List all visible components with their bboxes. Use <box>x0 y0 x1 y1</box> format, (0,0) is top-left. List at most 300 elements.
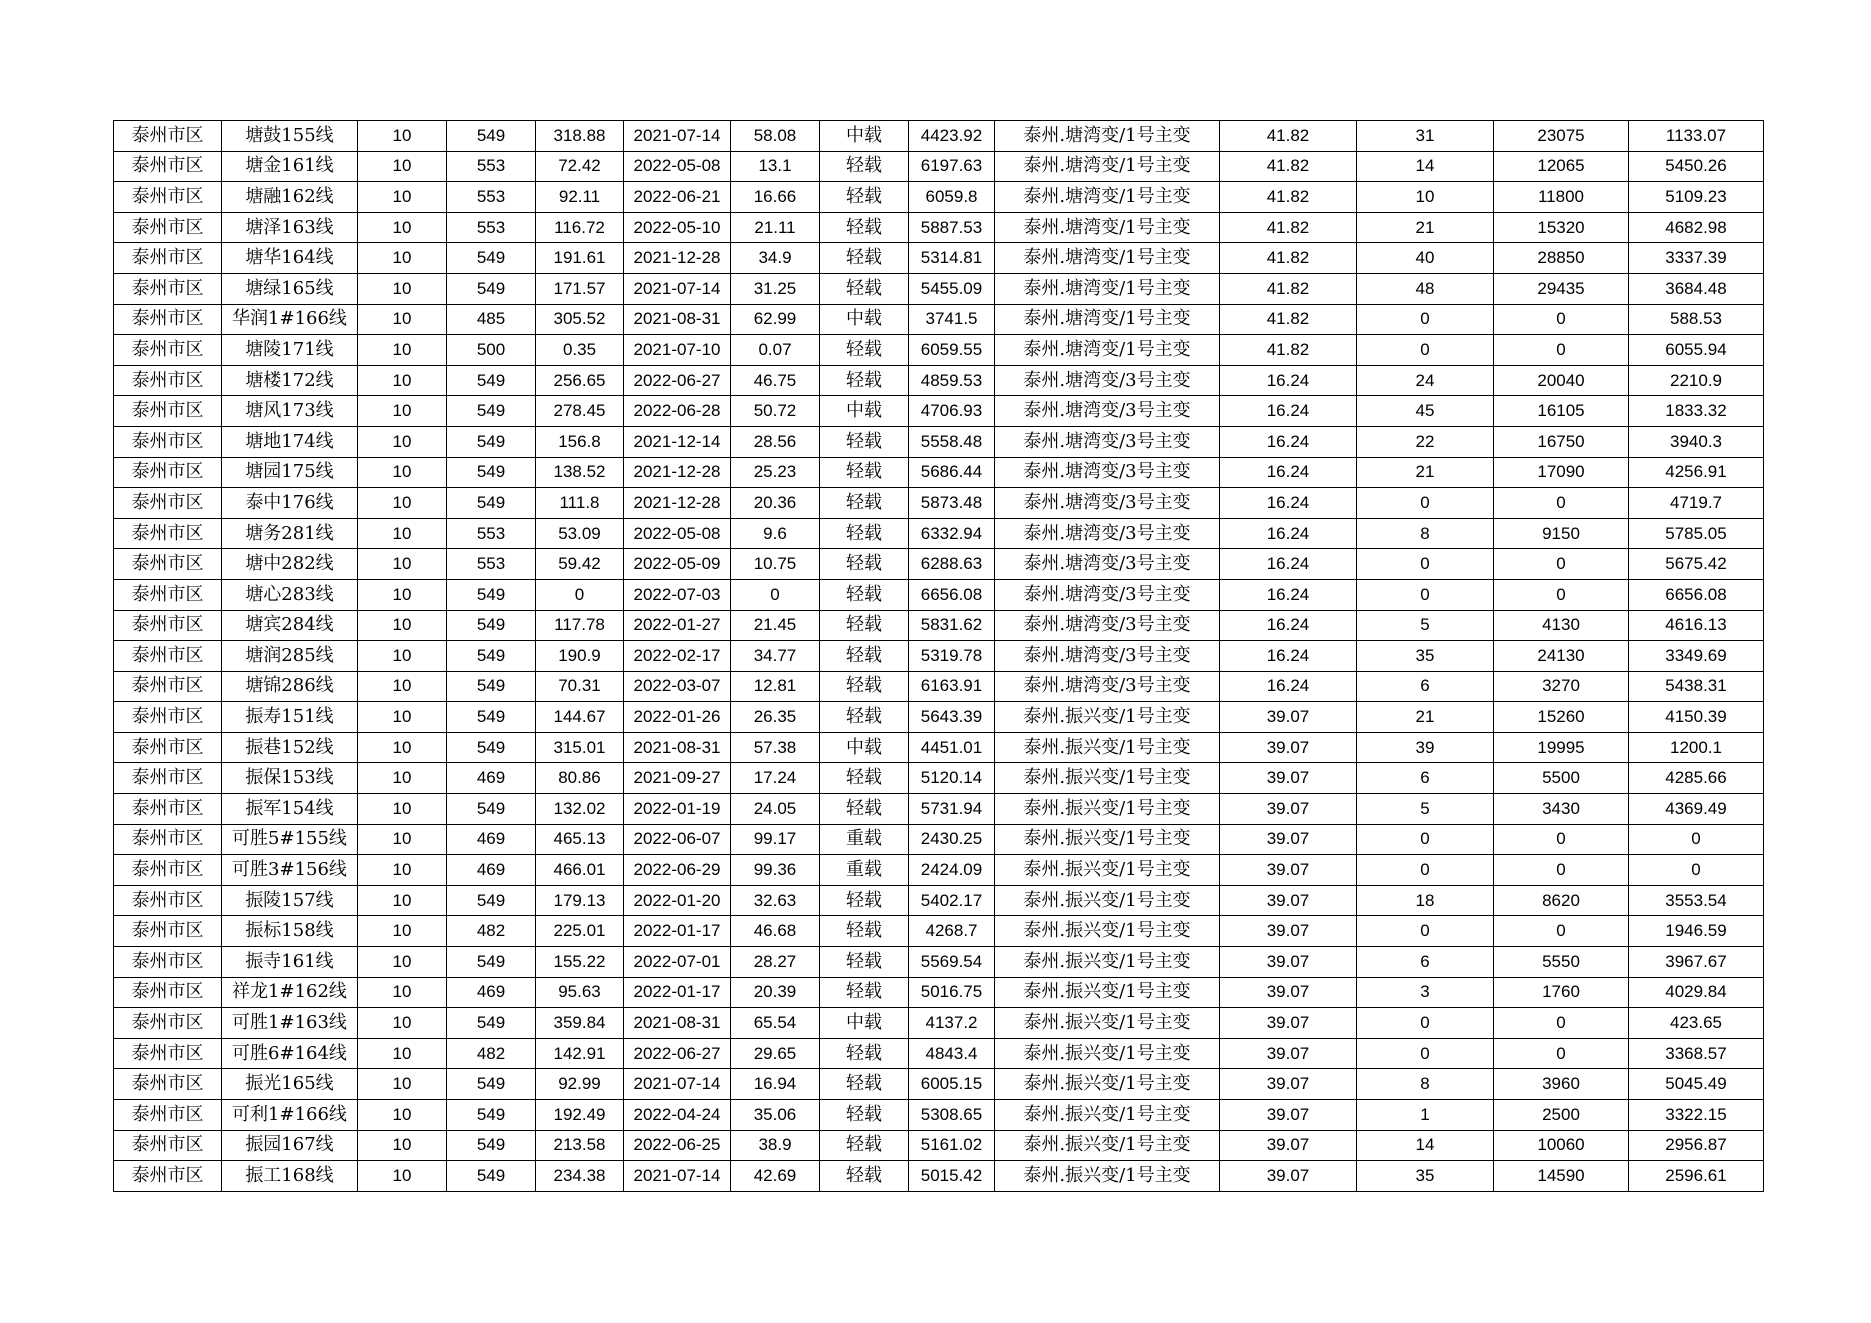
customer-count-cell: 8 <box>1357 518 1494 549</box>
rated-capacity-cell: 549 <box>447 1161 536 1192</box>
rated-capacity-cell: 549 <box>447 457 536 488</box>
table-row <box>114 304 1764 335</box>
spare-capacity-cell: 5887.53 <box>909 212 995 243</box>
rated-capacity-cell: 549 <box>447 243 536 274</box>
rated-capacity-cell: 549 <box>447 671 536 702</box>
load-rate-cell: 28.27 <box>731 947 820 978</box>
transformer-cell: 泰州.塘湾变/3号主变 <box>995 457 1220 488</box>
region-cell: 泰州市区 <box>114 182 222 213</box>
peak-date-cell: 2022-01-27 <box>624 610 731 641</box>
available-capacity-cell: 3684.48 <box>1629 273 1764 304</box>
transformer-load-rate-cell: 16.24 <box>1220 426 1357 457</box>
transformer-cell: 泰州.振兴变/1号主变 <box>995 1069 1220 1100</box>
customer-count-cell: 1 <box>1357 1100 1494 1131</box>
region-cell: 泰州市区 <box>114 1161 222 1192</box>
load-level-cell: 重载 <box>820 824 909 855</box>
load-level-cell: 轻载 <box>820 671 909 702</box>
max-load-cell: 359.84 <box>536 1008 624 1039</box>
rated-capacity-cell: 549 <box>447 488 536 519</box>
transformer-load-rate-cell: 39.07 <box>1220 855 1357 886</box>
installed-capacity-cell: 3270 <box>1494 671 1629 702</box>
installed-capacity-cell: 0 <box>1494 579 1629 610</box>
rated-capacity-cell: 549 <box>447 426 536 457</box>
spare-capacity-cell: 5873.48 <box>909 488 995 519</box>
load-rate-cell: 21.11 <box>731 212 820 243</box>
max-load-cell: 190.9 <box>536 641 624 672</box>
peak-date-cell: 2021-07-10 <box>624 335 731 366</box>
transformer-load-rate-cell: 41.82 <box>1220 212 1357 243</box>
max-load-cell: 278.45 <box>536 396 624 427</box>
available-capacity-cell: 5438.31 <box>1629 671 1764 702</box>
customer-count-cell: 48 <box>1357 273 1494 304</box>
max-load-cell: 171.57 <box>536 273 624 304</box>
load-level-cell: 轻载 <box>820 885 909 916</box>
rated-capacity-cell: 482 <box>447 916 536 947</box>
region-cell: 泰州市区 <box>114 457 222 488</box>
table-row <box>114 579 1764 610</box>
region-cell: 泰州市区 <box>114 1069 222 1100</box>
rated-capacity-cell: 553 <box>447 212 536 243</box>
available-capacity-cell: 3322.15 <box>1629 1100 1764 1131</box>
max-load-cell: 80.86 <box>536 763 624 794</box>
max-load-cell: 305.52 <box>536 304 624 335</box>
transformer-load-rate-cell: 16.24 <box>1220 457 1357 488</box>
load-rate-cell: 21.45 <box>731 610 820 641</box>
line-load-table <box>113 120 1764 1192</box>
region-cell: 泰州市区 <box>114 610 222 641</box>
transformer-load-rate-cell: 39.07 <box>1220 794 1357 825</box>
region-cell: 泰州市区 <box>114 1008 222 1039</box>
available-capacity-cell: 4285.66 <box>1629 763 1764 794</box>
spare-capacity-cell: 2424.09 <box>909 855 995 886</box>
transformer-cell: 泰州.塘湾变/3号主变 <box>995 426 1220 457</box>
peak-date-cell: 2022-05-09 <box>624 549 731 580</box>
load-rate-cell: 29.65 <box>731 1038 820 1069</box>
region-cell: 泰州市区 <box>114 549 222 580</box>
transformer-load-rate-cell: 39.07 <box>1220 732 1357 763</box>
rated-capacity-cell: 549 <box>447 396 536 427</box>
transformer-cell: 泰州.塘湾变/3号主变 <box>995 365 1220 396</box>
installed-capacity-cell: 3960 <box>1494 1069 1629 1100</box>
peak-date-cell: 2022-07-01 <box>624 947 731 978</box>
load-rate-cell: 20.36 <box>731 488 820 519</box>
spare-capacity-cell: 6005.15 <box>909 1069 995 1100</box>
load-level-cell: 轻载 <box>820 1130 909 1161</box>
transformer-cell: 泰州.塘湾变/1号主变 <box>995 304 1220 335</box>
installed-capacity-cell: 15260 <box>1494 702 1629 733</box>
load-rate-cell: 57.38 <box>731 732 820 763</box>
max-load-cell: 95.63 <box>536 977 624 1008</box>
transformer-load-rate-cell: 39.07 <box>1220 702 1357 733</box>
voltage-cell: 10 <box>358 1100 447 1131</box>
region-cell: 泰州市区 <box>114 855 222 886</box>
spare-capacity-cell: 4451.01 <box>909 732 995 763</box>
region-cell: 泰州市区 <box>114 763 222 794</box>
load-rate-cell: 17.24 <box>731 763 820 794</box>
table-body <box>114 121 1764 1192</box>
rated-capacity-cell: 485 <box>447 304 536 335</box>
transformer-cell: 泰州.塘湾变/3号主变 <box>995 579 1220 610</box>
line-name-cell: 泰中176线 <box>222 488 358 519</box>
transformer-cell: 泰州.振兴变/1号主变 <box>995 947 1220 978</box>
spare-capacity-cell: 6656.08 <box>909 579 995 610</box>
rated-capacity-cell: 549 <box>447 641 536 672</box>
installed-capacity-cell: 0 <box>1494 855 1629 886</box>
spare-capacity-cell: 5308.65 <box>909 1100 995 1131</box>
available-capacity-cell: 1833.32 <box>1629 396 1764 427</box>
voltage-cell: 10 <box>358 610 447 641</box>
available-capacity-cell: 3349.69 <box>1629 641 1764 672</box>
load-level-cell: 轻载 <box>820 610 909 641</box>
load-rate-cell: 26.35 <box>731 702 820 733</box>
table-row <box>114 1130 1764 1161</box>
max-load-cell: 138.52 <box>536 457 624 488</box>
region-cell: 泰州市区 <box>114 243 222 274</box>
available-capacity-cell: 3553.54 <box>1629 885 1764 916</box>
peak-date-cell: 2022-06-07 <box>624 824 731 855</box>
transformer-cell: 泰州.振兴变/1号主变 <box>995 763 1220 794</box>
peak-date-cell: 2022-06-27 <box>624 365 731 396</box>
voltage-cell: 10 <box>358 794 447 825</box>
load-level-cell: 中载 <box>820 732 909 763</box>
customer-count-cell: 6 <box>1357 763 1494 794</box>
max-load-cell: 70.31 <box>536 671 624 702</box>
line-name-cell: 塘地174线 <box>222 426 358 457</box>
rated-capacity-cell: 549 <box>447 579 536 610</box>
line-name-cell: 塘锦286线 <box>222 671 358 702</box>
load-rate-cell: 38.9 <box>731 1130 820 1161</box>
spare-capacity-cell: 6163.91 <box>909 671 995 702</box>
region-cell: 泰州市区 <box>114 794 222 825</box>
table-row <box>114 151 1764 182</box>
table-row <box>114 488 1764 519</box>
customer-count-cell: 21 <box>1357 702 1494 733</box>
max-load-cell: 53.09 <box>536 518 624 549</box>
transformer-cell: 泰州.振兴变/1号主变 <box>995 1130 1220 1161</box>
customer-count-cell: 14 <box>1357 151 1494 182</box>
spare-capacity-cell: 5831.62 <box>909 610 995 641</box>
rated-capacity-cell: 549 <box>447 947 536 978</box>
transformer-cell: 泰州.塘湾变/3号主变 <box>995 488 1220 519</box>
peak-date-cell: 2022-06-27 <box>624 1038 731 1069</box>
peak-date-cell: 2022-05-08 <box>624 518 731 549</box>
spare-capacity-cell: 5643.39 <box>909 702 995 733</box>
peak-date-cell: 2022-05-10 <box>624 212 731 243</box>
table-row <box>114 335 1764 366</box>
rated-capacity-cell: 549 <box>447 1008 536 1039</box>
transformer-cell: 泰州.塘湾变/1号主变 <box>995 273 1220 304</box>
load-rate-cell: 35.06 <box>731 1100 820 1131</box>
max-load-cell: 59.42 <box>536 549 624 580</box>
installed-capacity-cell: 0 <box>1494 824 1629 855</box>
customer-count-cell: 0 <box>1357 549 1494 580</box>
load-level-cell: 轻载 <box>820 457 909 488</box>
available-capacity-cell: 5785.05 <box>1629 518 1764 549</box>
line-name-cell: 可利1#166线 <box>222 1100 358 1131</box>
max-load-cell: 117.78 <box>536 610 624 641</box>
load-level-cell: 中载 <box>820 121 909 152</box>
customer-count-cell: 0 <box>1357 855 1494 886</box>
installed-capacity-cell: 15320 <box>1494 212 1629 243</box>
region-cell: 泰州市区 <box>114 151 222 182</box>
installed-capacity-cell: 8620 <box>1494 885 1629 916</box>
load-rate-cell: 28.56 <box>731 426 820 457</box>
voltage-cell: 10 <box>358 855 447 886</box>
transformer-load-rate-cell: 39.07 <box>1220 1008 1357 1039</box>
load-level-cell: 轻载 <box>820 426 909 457</box>
load-rate-cell: 20.39 <box>731 977 820 1008</box>
region-cell: 泰州市区 <box>114 579 222 610</box>
table-row <box>114 977 1764 1008</box>
max-load-cell: 155.22 <box>536 947 624 978</box>
spare-capacity-cell: 5558.48 <box>909 426 995 457</box>
load-level-cell: 轻载 <box>820 1069 909 1100</box>
line-name-cell: 塘宾284线 <box>222 610 358 641</box>
max-load-cell: 0.35 <box>536 335 624 366</box>
region-cell: 泰州市区 <box>114 304 222 335</box>
region-cell: 泰州市区 <box>114 426 222 457</box>
transformer-cell: 泰州.塘湾变/1号主变 <box>995 212 1220 243</box>
load-rate-cell: 12.81 <box>731 671 820 702</box>
customer-count-cell: 35 <box>1357 641 1494 672</box>
transformer-load-rate-cell: 41.82 <box>1220 121 1357 152</box>
voltage-cell: 10 <box>358 1038 447 1069</box>
region-cell: 泰州市区 <box>114 1130 222 1161</box>
spare-capacity-cell: 5319.78 <box>909 641 995 672</box>
voltage-cell: 10 <box>358 1130 447 1161</box>
load-rate-cell: 99.17 <box>731 824 820 855</box>
load-rate-cell: 10.75 <box>731 549 820 580</box>
peak-date-cell: 2022-04-24 <box>624 1100 731 1131</box>
rated-capacity-cell: 500 <box>447 335 536 366</box>
peak-date-cell: 2022-06-29 <box>624 855 731 886</box>
load-rate-cell: 62.99 <box>731 304 820 335</box>
installed-capacity-cell: 11800 <box>1494 182 1629 213</box>
table-row <box>114 855 1764 886</box>
line-name-cell: 振巷152线 <box>222 732 358 763</box>
table-row <box>114 1161 1764 1192</box>
spare-capacity-cell: 2430.25 <box>909 824 995 855</box>
max-load-cell: 156.8 <box>536 426 624 457</box>
region-cell: 泰州市区 <box>114 824 222 855</box>
max-load-cell: 466.01 <box>536 855 624 886</box>
installed-capacity-cell: 16750 <box>1494 426 1629 457</box>
table-row <box>114 518 1764 549</box>
load-rate-cell: 25.23 <box>731 457 820 488</box>
load-level-cell: 轻载 <box>820 182 909 213</box>
transformer-load-rate-cell: 39.07 <box>1220 1130 1357 1161</box>
spare-capacity-cell: 5314.81 <box>909 243 995 274</box>
customer-count-cell: 0 <box>1357 335 1494 366</box>
rated-capacity-cell: 469 <box>447 763 536 794</box>
line-name-cell: 可胜6#164线 <box>222 1038 358 1069</box>
transformer-load-rate-cell: 39.07 <box>1220 1038 1357 1069</box>
voltage-cell: 10 <box>358 579 447 610</box>
available-capacity-cell: 3967.67 <box>1629 947 1764 978</box>
transformer-cell: 泰州.塘湾变/1号主变 <box>995 121 1220 152</box>
max-load-cell: 315.01 <box>536 732 624 763</box>
available-capacity-cell: 0 <box>1629 855 1764 886</box>
rated-capacity-cell: 553 <box>447 549 536 580</box>
installed-capacity-cell: 28850 <box>1494 243 1629 274</box>
voltage-cell: 10 <box>358 365 447 396</box>
table-row <box>114 763 1764 794</box>
line-name-cell: 华润1#166线 <box>222 304 358 335</box>
installed-capacity-cell: 5550 <box>1494 947 1629 978</box>
max-load-cell: 116.72 <box>536 212 624 243</box>
transformer-cell: 泰州.振兴变/1号主变 <box>995 702 1220 733</box>
spare-capacity-cell: 5731.94 <box>909 794 995 825</box>
line-name-cell: 可胜3#156线 <box>222 855 358 886</box>
load-level-cell: 中载 <box>820 304 909 335</box>
region-cell: 泰州市区 <box>114 885 222 916</box>
installed-capacity-cell: 0 <box>1494 549 1629 580</box>
region-cell: 泰州市区 <box>114 396 222 427</box>
peak-date-cell: 2021-07-14 <box>624 273 731 304</box>
voltage-cell: 10 <box>358 426 447 457</box>
line-name-cell: 塘风173线 <box>222 396 358 427</box>
load-level-cell: 轻载 <box>820 151 909 182</box>
max-load-cell: 179.13 <box>536 885 624 916</box>
spare-capacity-cell: 5686.44 <box>909 457 995 488</box>
spare-capacity-cell: 6288.63 <box>909 549 995 580</box>
transformer-load-rate-cell: 39.07 <box>1220 824 1357 855</box>
table-row <box>114 212 1764 243</box>
installed-capacity-cell: 5500 <box>1494 763 1629 794</box>
transformer-load-rate-cell: 16.24 <box>1220 549 1357 580</box>
region-cell: 泰州市区 <box>114 121 222 152</box>
load-level-cell: 轻载 <box>820 488 909 519</box>
available-capacity-cell: 4369.49 <box>1629 794 1764 825</box>
peak-date-cell: 2021-07-14 <box>624 1069 731 1100</box>
voltage-cell: 10 <box>358 273 447 304</box>
transformer-cell: 泰州.塘湾变/3号主变 <box>995 641 1220 672</box>
installed-capacity-cell: 0 <box>1494 1008 1629 1039</box>
line-name-cell: 塘楼172线 <box>222 365 358 396</box>
load-rate-cell: 16.94 <box>731 1069 820 1100</box>
rated-capacity-cell: 549 <box>447 121 536 152</box>
voltage-cell: 10 <box>358 121 447 152</box>
region-cell: 泰州市区 <box>114 732 222 763</box>
line-name-cell: 塘务281线 <box>222 518 358 549</box>
table-row <box>114 794 1764 825</box>
load-rate-cell: 0.07 <box>731 335 820 366</box>
available-capacity-cell: 2210.9 <box>1629 365 1764 396</box>
max-load-cell: 72.42 <box>536 151 624 182</box>
rated-capacity-cell: 549 <box>447 1130 536 1161</box>
spare-capacity-cell: 6059.55 <box>909 335 995 366</box>
voltage-cell: 10 <box>358 182 447 213</box>
available-capacity-cell: 2596.61 <box>1629 1161 1764 1192</box>
transformer-load-rate-cell: 16.24 <box>1220 518 1357 549</box>
installed-capacity-cell: 10060 <box>1494 1130 1629 1161</box>
customer-count-cell: 5 <box>1357 794 1494 825</box>
installed-capacity-cell: 0 <box>1494 335 1629 366</box>
transformer-load-rate-cell: 41.82 <box>1220 243 1357 274</box>
region-cell: 泰州市区 <box>114 1038 222 1069</box>
customer-count-cell: 0 <box>1357 304 1494 335</box>
spare-capacity-cell: 6059.8 <box>909 182 995 213</box>
available-capacity-cell: 5675.42 <box>1629 549 1764 580</box>
available-capacity-cell: 0 <box>1629 824 1764 855</box>
rated-capacity-cell: 549 <box>447 273 536 304</box>
available-capacity-cell: 3368.57 <box>1629 1038 1764 1069</box>
available-capacity-cell: 4719.7 <box>1629 488 1764 519</box>
transformer-cell: 泰州.塘湾变/1号主变 <box>995 243 1220 274</box>
voltage-cell: 10 <box>358 702 447 733</box>
load-level-cell: 轻载 <box>820 212 909 243</box>
table-row <box>114 671 1764 702</box>
load-level-cell: 重载 <box>820 855 909 886</box>
voltage-cell: 10 <box>358 732 447 763</box>
line-name-cell: 塘融162线 <box>222 182 358 213</box>
max-load-cell: 144.67 <box>536 702 624 733</box>
peak-date-cell: 2021-12-14 <box>624 426 731 457</box>
available-capacity-cell: 6055.94 <box>1629 335 1764 366</box>
installed-capacity-cell: 1760 <box>1494 977 1629 1008</box>
region-cell: 泰州市区 <box>114 273 222 304</box>
line-name-cell: 振军154线 <box>222 794 358 825</box>
load-level-cell: 轻载 <box>820 549 909 580</box>
voltage-cell: 10 <box>358 518 447 549</box>
load-level-cell: 轻载 <box>820 916 909 947</box>
transformer-load-rate-cell: 41.82 <box>1220 304 1357 335</box>
available-capacity-cell: 4029.84 <box>1629 977 1764 1008</box>
installed-capacity-cell: 19995 <box>1494 732 1629 763</box>
transformer-cell: 泰州.塘湾变/3号主变 <box>995 610 1220 641</box>
transformer-load-rate-cell: 16.24 <box>1220 488 1357 519</box>
customer-count-cell: 22 <box>1357 426 1494 457</box>
load-rate-cell: 46.75 <box>731 365 820 396</box>
available-capacity-cell: 4682.98 <box>1629 212 1764 243</box>
installed-capacity-cell: 12065 <box>1494 151 1629 182</box>
line-name-cell: 塘金161线 <box>222 151 358 182</box>
spare-capacity-cell: 5016.75 <box>909 977 995 1008</box>
table-row <box>114 702 1764 733</box>
spare-capacity-cell: 5569.54 <box>909 947 995 978</box>
region-cell: 泰州市区 <box>114 518 222 549</box>
table-row <box>114 1038 1764 1069</box>
rated-capacity-cell: 469 <box>447 824 536 855</box>
installed-capacity-cell: 9150 <box>1494 518 1629 549</box>
transformer-load-rate-cell: 39.07 <box>1220 885 1357 916</box>
voltage-cell: 10 <box>358 947 447 978</box>
transformer-cell: 泰州.塘湾变/3号主变 <box>995 396 1220 427</box>
max-load-cell: 256.65 <box>536 365 624 396</box>
load-rate-cell: 50.72 <box>731 396 820 427</box>
spare-capacity-cell: 6332.94 <box>909 518 995 549</box>
load-rate-cell: 42.69 <box>731 1161 820 1192</box>
peak-date-cell: 2022-01-20 <box>624 885 731 916</box>
region-cell: 泰州市区 <box>114 671 222 702</box>
customer-count-cell: 6 <box>1357 947 1494 978</box>
table-row <box>114 610 1764 641</box>
available-capacity-cell: 1133.07 <box>1629 121 1764 152</box>
table-row <box>114 1069 1764 1100</box>
max-load-cell: 132.02 <box>536 794 624 825</box>
table-row <box>114 916 1764 947</box>
transformer-cell: 泰州.塘湾变/1号主变 <box>995 335 1220 366</box>
load-rate-cell: 16.66 <box>731 182 820 213</box>
customer-count-cell: 0 <box>1357 1008 1494 1039</box>
rated-capacity-cell: 482 <box>447 1038 536 1069</box>
table-row <box>114 457 1764 488</box>
customer-count-cell: 5 <box>1357 610 1494 641</box>
customer-count-cell: 0 <box>1357 1038 1494 1069</box>
load-level-cell: 中载 <box>820 1008 909 1039</box>
spare-capacity-cell: 5015.42 <box>909 1161 995 1192</box>
load-rate-cell: 34.77 <box>731 641 820 672</box>
